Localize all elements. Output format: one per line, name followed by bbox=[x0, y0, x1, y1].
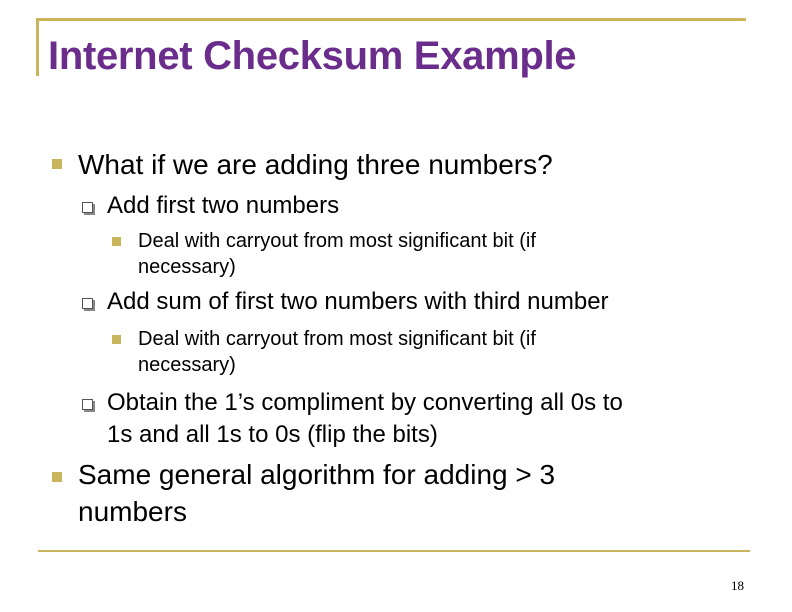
hollow-square-bullet-icon bbox=[82, 399, 93, 410]
hollow-square-bullet-icon bbox=[82, 202, 93, 213]
bullet-text: Add sum of first two numbers with third number bbox=[107, 288, 609, 315]
bullet-text-continued: necessary) bbox=[138, 256, 236, 278]
square-bullet-icon bbox=[112, 237, 121, 246]
bullet-text-continued: numbers bbox=[78, 496, 187, 527]
title-frame-top bbox=[36, 18, 746, 21]
bullet-text: Deal with carryout from most significant bit (if bbox=[138, 230, 536, 252]
page-number: 18 bbox=[731, 578, 744, 593]
bullet-text: Add first two numbers bbox=[107, 192, 340, 219]
bullet-text-continued: 1s and all 1s to 0s (flip the bits) bbox=[107, 421, 438, 448]
square-bullet-icon bbox=[112, 335, 121, 344]
square-bullet-icon bbox=[52, 159, 62, 169]
footer-divider bbox=[38, 550, 750, 552]
square-bullet-icon bbox=[52, 472, 62, 482]
bullet-text: What if we are adding three numbers? bbox=[78, 149, 553, 180]
bullet-text: Deal with carryout from most significant bit (if bbox=[138, 328, 536, 350]
hollow-square-bullet-icon bbox=[82, 298, 93, 309]
bullet-text: Same general algorithm for adding > 3 bbox=[78, 459, 556, 490]
slide-title: Internet Checksum Example bbox=[48, 34, 577, 78]
bullet-text-continued: necessary) bbox=[138, 354, 236, 376]
bullet-text: Obtain the 1’s compliment by converting all 0s to bbox=[107, 389, 623, 416]
title-frame-left bbox=[36, 18, 39, 76]
